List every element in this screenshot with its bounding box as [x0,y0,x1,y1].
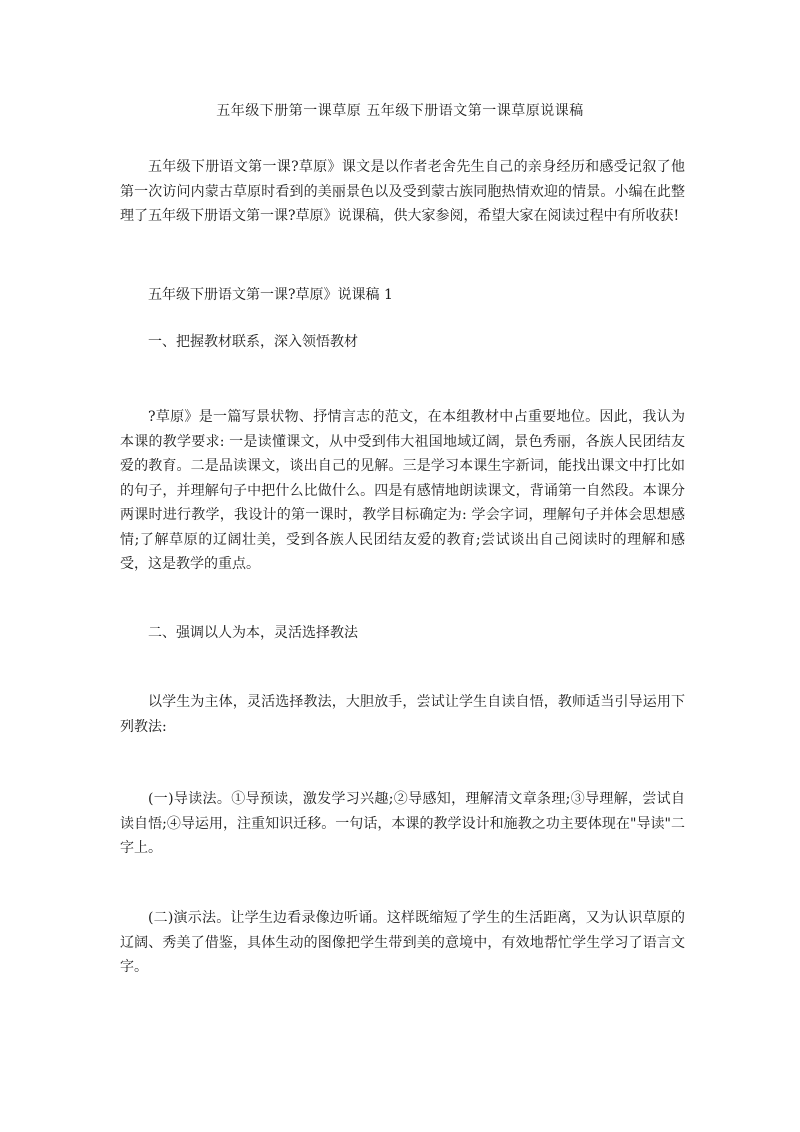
paragraph-two: 以学生为主体，灵活选择教法，大胆放手，尝试让学生自读自悟，教师适当引导运用下列教法: [120,694,685,735]
intro-paragraph: 五年级下册语文第一课?草原》课文是以作者老舍先生自己的亲身经历和感受记叙了他第一次访问内蒙古草原时看到的美丽景色以及受到蒙古族同胞热情欢迎的情景。小编在此整理了五年级下册语文第一课?草原》说课稿，供大家参阅，希望大家在阅读过程中有所收获! [120,159,685,224]
paragraph-method-one: (一)导读法。①导预读，激发学习兴趣;②导感知，理解清文章条理;③导理解，尝试自读自悟;④导运用，注重知识迁移。一句话，本课的教学设计和施教之功主要体现在"导读"二字上。 [120,791,685,856]
heading-one: 一、把握教材联系，深入领悟教材 [148,334,358,350]
section-title: 五年级下册语文第一课?草原》说课稿 1 [148,287,393,303]
paragraph-method-two: (二)演示法。让学生边看录像边听诵。这样既缩短了学生的生活距离，又为认识草原的辽阔、秀美了借鉴，具体生动的图像把学生带到美的意境中，有效地帮忙学生学习了语言文字。 [120,910,685,975]
heading-two: 二、强调以人为本，灵活选择教法 [148,625,358,641]
paragraph-one: ?草原》是一篇写景状物、抒情言志的范文，在本组教材中占重要地位。因此，我认为本课的教学要求: 一是读懂课文，从中受到伟大祖国地域辽阔，景色秀丽，各族人民团结友爱的教育。二是品读课文，谈出自己的见解。三是学习本课生字新词，能找出课文中打比如的句子，并理解句子中把什么比做什么。四是有感情地朗读课文，背诵第一自然段。本课分两课时进行教学，我设计的第一课时，教学目标确定为: 学会字词，理解句子并体会思想感情;了解草原的辽阔壮美，受到各族人民团结友爱的教育;尝试谈出自己阅读时的理解和感受，这是教学的重点。 [120,409,685,572]
document-title: 五年级下册第一课草原 五年级下册语文第一课草原说课稿 [216,103,584,119]
